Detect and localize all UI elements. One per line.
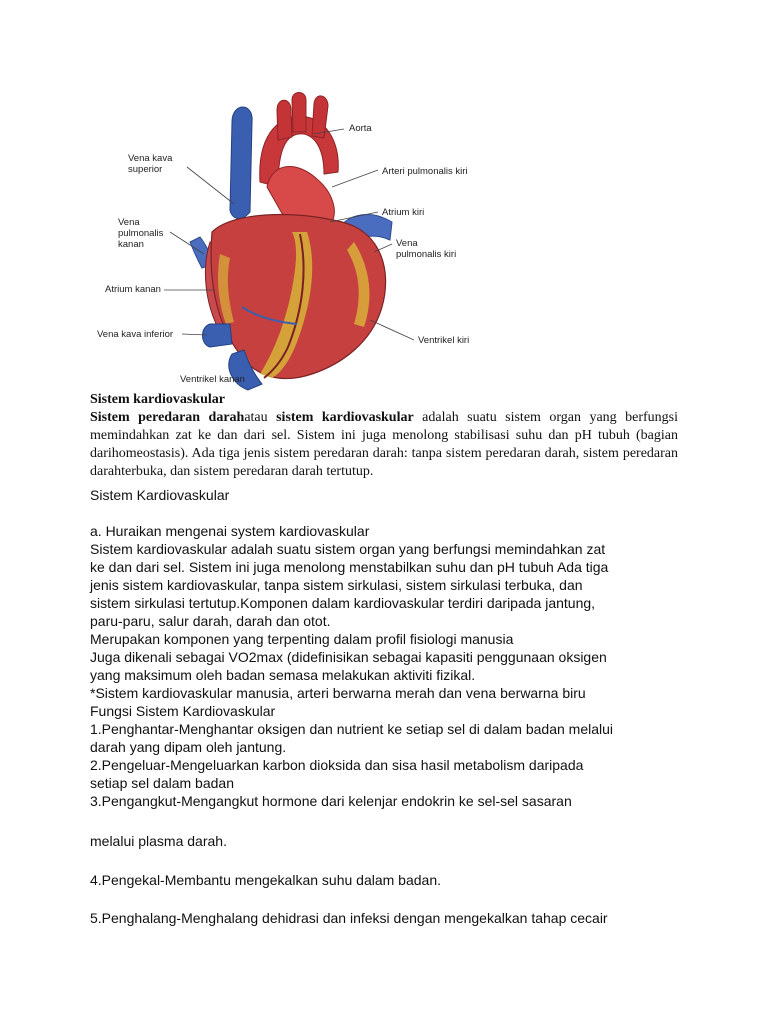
text-line: Fungsi Sistem Kardiovaskular [90,703,276,719]
text-line: ke dan dari sel. Sistem ini juga menolong menstabilkan suhu dan pH tubuh Ada tiga [90,559,609,575]
term-connector: atau [244,410,277,425]
text-line: 4.Pengekal-Membantu mengekalkan suhu dalam badan. [90,872,442,888]
text-line: Merupakan komponen yang terpenting dalam profil fisiologi manusia [90,631,514,647]
label-ventrikel-kanan: Ventrikel kanan [180,374,245,385]
text-line: a. Huraikan mengenai system kardiovaskular [90,523,370,539]
section-title: Sistem kardiovaskular [90,392,225,407]
text-line: paru-paru, salur darah, darah dan otot. [90,613,331,629]
text-line: Juga dikenali sebagai VO2max (didefinisikan sebagai kapasiti penggunaan oksigen [90,649,607,665]
text-line: 5.Penghalang-Menghalang dehidrasi dan infeksi dengan mengekalkan tahap cecair [90,910,608,926]
intro-body: adalah suatu sistem organ yang berfungsi memindahkan zat ke dan dari sel. Sistem ini juga menolong stabilisasi suhu dan pH tubuh (bagian darihomeostasis). Ada tiga jenis sistem peredaran darah: tanpa sistem peredaran darah, sistem peredaran darahterbuka, dan sistem peredaran darah tertutup. [90,410,679,479]
label-aorta: Aorta [349,123,372,134]
aorta-branch-2 [292,93,306,133]
text-line: setiap sel dalam badan [90,775,234,791]
label-ventrikel-kiri: Ventrikel kiri [418,335,470,346]
term-sistem-kardiovaskular: sistem kardiovaskular [276,410,414,425]
text-line: sistem sirkulasi tertutup.Komponen dalam kardiovaskular terdiri daripada jantung, [90,595,596,611]
text-line: 2.Pengeluar-Mengeluarkan karbon dioksida dan sisa hasil metabolism daripada [90,757,584,773]
label-vena-kava-superior: Vena kava superior [128,153,173,175]
text-line: 1.Penghantar-Menghantar oksigen dan nutrient ke setiap sel di dalam badan melalui [90,721,614,737]
text-line: jenis sistem kardiovaskular, tanpa sistem sirkulasi, sistem sirkulasi terbuka, dan [90,577,583,593]
text-line: Sistem Kardiovaskular [90,487,230,503]
label-atrium-kanan: Atrium kanan [105,284,161,295]
vena-kava-superior-shape [230,107,252,219]
label-vena-kava-inferior: Vena kava inferior [97,329,174,340]
text-line: *Sistem kardiovaskular manusia, arteri berwarna merah dan vena berwarna biru [90,685,586,701]
label-atrium-kiri: Atrium kiri [382,207,425,218]
text-line: melalui plasma darah. [90,833,227,849]
aorta-branch-1 [277,100,292,140]
vena-kava-inferior-shape [203,324,233,347]
label-vena-pulmonalis-kiri: Vena pulmonalis kiri [396,238,457,260]
intro-paragraph [90,409,678,481]
text-line: yang maksimum oleh badan semasa melakukan aktiviti fizikal. [90,667,476,683]
label-arteri-pulmonalis-kiri: Arteri pulmonalis kiri [382,166,468,177]
label-vena-pulmonalis-kanan: Vena pulmonalis kanan [118,217,164,250]
term-sistem-peredaran-darah: Sistem peredaran darah [90,410,245,425]
text-line: 3.Pengangkut-Mengangkut hormone dari kelenjar endokrin ke sel-sel sasaran [90,793,572,809]
text-line: Sistem kardiovaskular adalah suatu sistem organ yang berfungsi memindahkan zat [90,541,606,557]
text-line: darah yang dipam oleh jantung. [90,739,287,755]
heart-anatomy-figure [92,92,474,392]
